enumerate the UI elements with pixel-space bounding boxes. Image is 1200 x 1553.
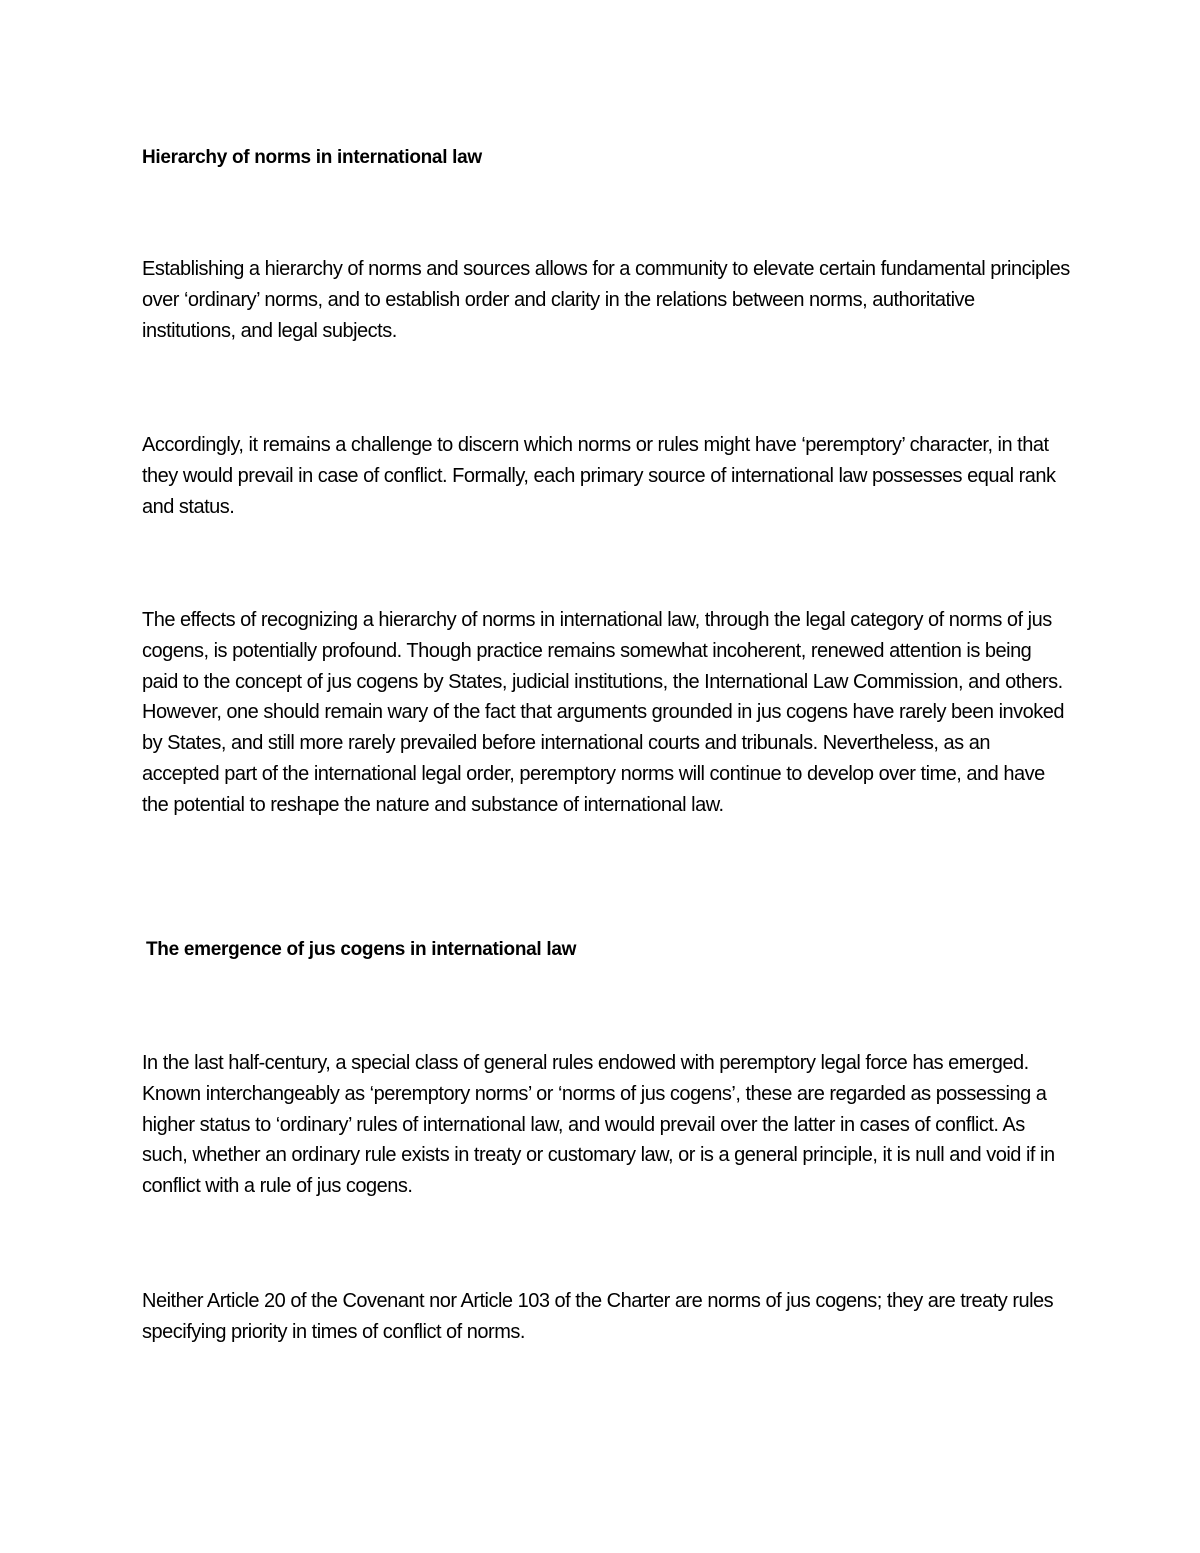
section-heading-hierarchy: Hierarchy of norms in international law [142,147,482,168]
paragraph-article-20-103: Neither Article 20 of the Covenant nor Article 103 of the Charter are norms of jus cogens; they are treaty rules specifying priority in times of conflict of norms. [142,1290,1054,1343]
section-heading-emergence: The emergence of jus cogens in international law [146,939,577,960]
paragraph-effects-of-hierarchy: The effects of recognizing a hierarchy of norms in international law, through the legal category of norms of jus cogens, is potentially profound. Though practice remains somewhat incoherent, renewed attention is being paid to the concept of jus cogens by States, judicial institutions, the International Law Commission, and others. However, one should remain wary of the fact that arguments grounded in jus cogens have rarely been invoked by States, and still more rarely prevailed before international courts and tribunals. Nevertheless, as an accepted part of the international legal order, peremptory norms will continue to develop over time, and have the potential to reshape the nature and substance of international law. [142,609,1065,816]
paragraph-peremptory-challenge: Accordingly, it remains a challenge to discern which norms or rules might have ‘peremptory’ character, in that they would prevail in case of conflict. Formally, each primary source of international law possesses equal rank and status. [142,434,1056,518]
paragraph-establishing-hierarchy: Establishing a hierarchy of norms and sources allows for a community to elevate certain fundamental principles over ‘ordinary’ norms, and to establish order and clarity in the relations between norms, authoritative institutions, and legal subjects. [142,258,1070,342]
paragraph-last-half-century: In the last half-century, a special class of general rules endowed with peremptory legal force has emerged. Known interchangeably as ‘peremptory norms’ or ‘norms of jus cogens’, these are regarded as possessing a higher status to ‘ordinary’ rules of international law, and would prevail over the latter in cases of conflict. As such, whether an ordinary rule exists in treaty or customary law, or is a general principle, it is null and void if in conflict with a rule of jus cogens. [142,1052,1055,1198]
